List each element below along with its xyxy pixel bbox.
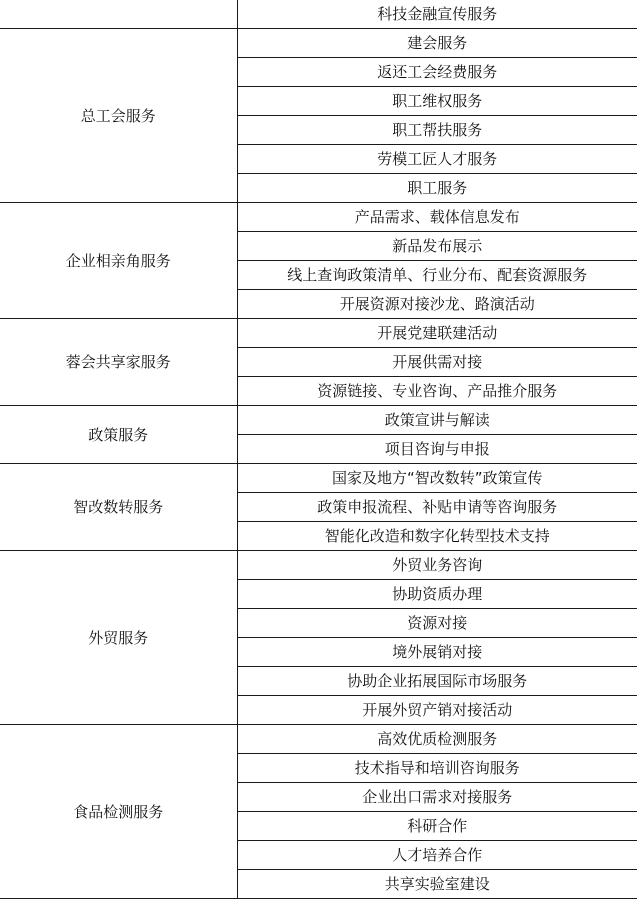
service-item-cell: 资源对接: [237, 609, 637, 638]
service-item-cell: 国家及地方“智改数转”政策宣传: [237, 464, 637, 493]
table-row: [0, 319, 637, 348]
service-item-cell: 职工服务: [237, 174, 637, 203]
service-item-cell: 返还工会经费服务: [237, 58, 637, 87]
category-cell: 智改数转服务: [0, 464, 237, 551]
service-item-cell: 开展供需对接: [237, 348, 637, 377]
service-item-cell: 开展资源对接沙龙、路演活动: [237, 290, 637, 319]
service-item-cell: 科技金融宣传服务: [237, 0, 637, 29]
service-item-cell: 人才培养合作: [237, 841, 637, 870]
service-item-cell: 劳模工匠人才服务: [237, 145, 637, 174]
service-item-cell: 开展外贸产销对接活动: [237, 696, 637, 725]
service-item-cell: 线上查询政策清单、行业分布、配套资源服务: [237, 261, 637, 290]
table-row: [0, 551, 637, 580]
category-cell: 蓉会共享家服务: [0, 319, 237, 406]
service-item-cell: 资源链接、专业咨询、产品推介服务: [237, 377, 637, 406]
service-item-cell: 政策申报流程、补贴申请等咨询服务: [237, 493, 637, 522]
category-cell: 总工会服务: [0, 29, 237, 203]
service-item-cell: 项目咨询与申报: [237, 435, 637, 464]
service-item-cell: 协助企业拓展国际市场服务: [237, 667, 637, 696]
table-row: [0, 203, 637, 232]
table-row: [0, 29, 637, 58]
service-item-cell: 职工维权服务: [237, 87, 637, 116]
service-item-cell: 外贸业务咨询: [237, 551, 637, 580]
service-item-cell: 高效优质检测服务: [237, 725, 637, 754]
service-item-cell: 建会服务: [237, 29, 637, 58]
table-row: [0, 725, 637, 754]
category-cell: 食品检测服务: [0, 725, 237, 899]
service-item-cell: 开展党建联建活动: [237, 319, 637, 348]
table-row: [0, 406, 637, 435]
table-row: [0, 464, 637, 493]
service-item-cell: 企业出口需求对接服务: [237, 783, 637, 812]
service-item-cell: 境外展销对接: [237, 638, 637, 667]
category-cell: 企业相亲角服务: [0, 203, 237, 319]
service-item-cell: 协助资质办理: [237, 580, 637, 609]
category-cell: 外贸服务: [0, 551, 237, 725]
service-item-cell: 职工帮扶服务: [237, 116, 637, 145]
service-item-cell: 科研合作: [237, 812, 637, 841]
service-item-cell: 产品需求、载体信息发布: [237, 203, 637, 232]
service-item-cell: 技术指导和培训咨询服务: [237, 754, 637, 783]
category-cell: [0, 0, 237, 29]
service-item-cell: 新品发布展示: [237, 232, 637, 261]
category-cell: 政策服务: [0, 406, 237, 464]
service-item-cell: 共享实验室建设: [237, 870, 637, 899]
service-item-cell: 智能化改造和数字化转型技术支持: [237, 522, 637, 551]
service-item-cell: 政策宣讲与解读: [237, 406, 637, 435]
table-row: [0, 0, 637, 29]
